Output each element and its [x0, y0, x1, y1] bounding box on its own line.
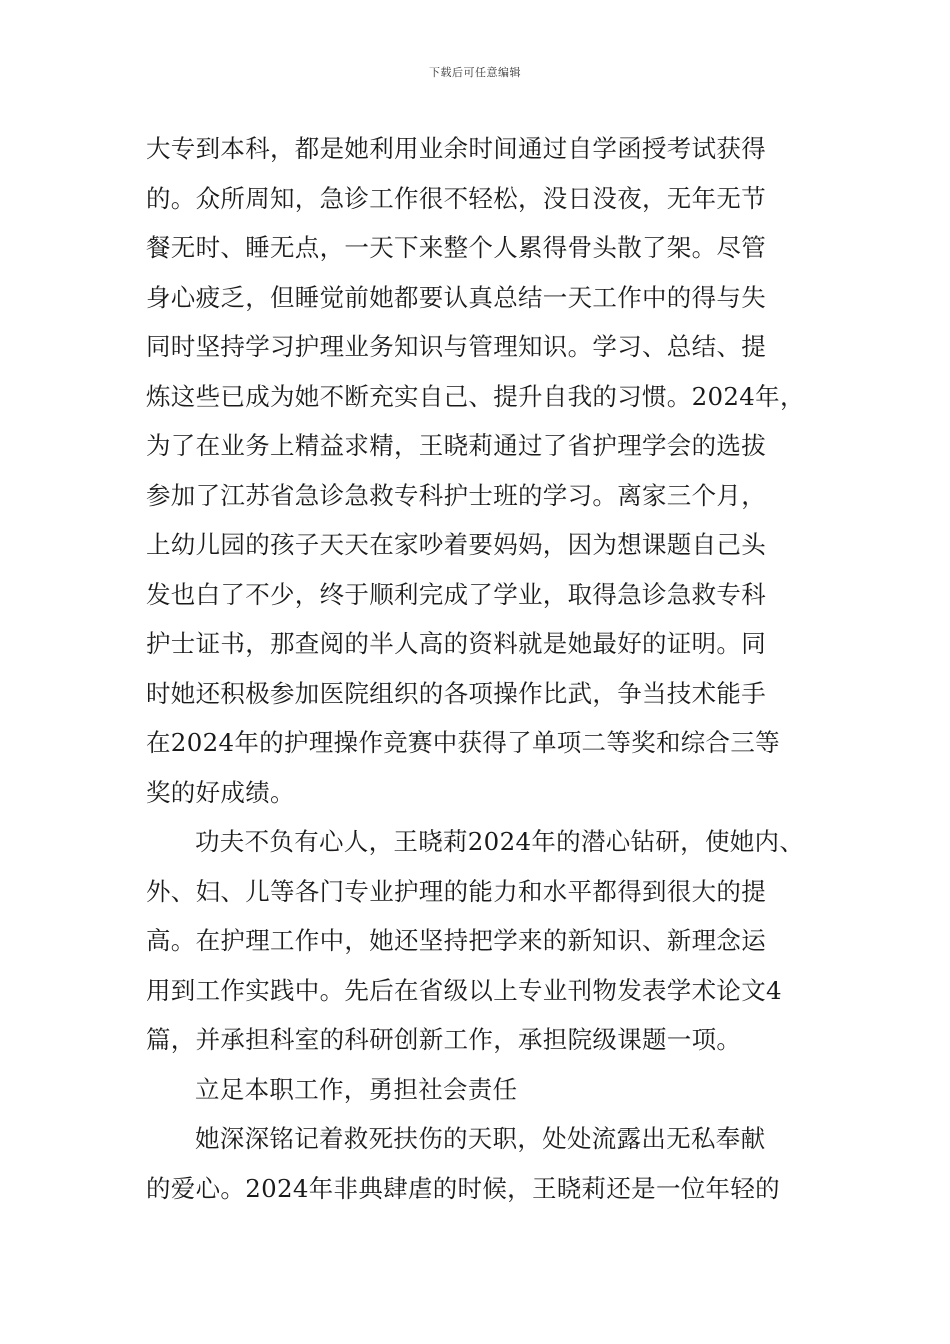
text-line: 护士证书，那查阅的半人高的资料就是她最好的证明。同: [146, 629, 766, 658]
text-line: 奖的好成绩。: [146, 777, 295, 807]
text-line: 在2024年的护理操作竞赛中获得了单项二等奖和综合三等: [146, 728, 780, 757]
paragraph-start-line: 功夫不负有心人，王晓莉2024年的潜心钻研，使她内、: [195, 827, 805, 856]
text-line: 大专到本科，都是她利用业余时间通过自学函授考试获得: [146, 134, 766, 163]
section-heading: 立足本职工作，勇担社会责任: [195, 1074, 518, 1104]
text-line: 炼这些已成为她不断充实自己、提升自我的习惯。2024年，: [146, 381, 805, 411]
header-note: 下载后可任意编辑: [429, 66, 521, 79]
text-line: 餐无时、睡无点，一天下来整个人累得骨头散了架。尽管: [146, 233, 766, 262]
text-line: 用到工作实践中。先后在省级以上专业刊物发表学术论文4: [146, 975, 782, 1005]
text-line: 参加了江苏省急诊急救专科护士班的学习。离家三个月，: [146, 480, 766, 510]
text-line: 同时坚持学习护理业务知识与管理知识。学习、总结、提: [146, 332, 766, 361]
text-line: 的爱心。2024年非典肆虐的时候，王晓莉还是一位年轻的: [146, 1173, 780, 1203]
text-line: 发也白了不少，终于顺利完成了学业，取得急诊急救专科: [146, 579, 766, 609]
body-text: [146, 124, 816, 1213]
paragraph-start-line: 她深深铭记着救死扶伤的天职，处处流露出无私奉献: [195, 1124, 766, 1153]
text-line: 篇，并承担科室的科研创新工作，承担院级课题一项。: [146, 1025, 742, 1054]
text-line: 为了在业务上精益求精，王晓莉通过了省护理学会的选拔: [146, 431, 766, 460]
text-line: 时她还积极参加医院组织的各项操作比武，争当技术能手: [146, 678, 766, 708]
text-line: 外、妇、儿等各门专业护理的能力和水平都得到很大的提: [146, 876, 766, 906]
text-line: 高。在护理工作中，她还坚持把学来的新知识、新理念运: [146, 926, 766, 955]
text-line: 的。众所周知，急诊工作很不轻松，没日没夜，无年无节: [146, 183, 766, 213]
text-line: 上幼儿园的孩子天天在家吵着要妈妈，因为想课题自己头: [146, 530, 766, 559]
text-line: 身心疲乏，但睡觉前她都要认真总结一天工作中的得与失: [146, 282, 766, 312]
